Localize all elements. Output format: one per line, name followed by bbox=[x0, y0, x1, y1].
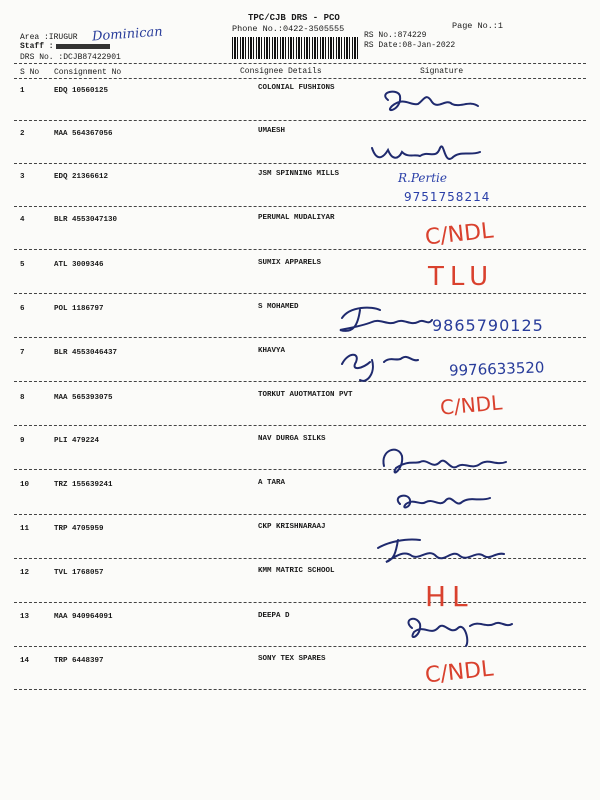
signature-row9 bbox=[383, 450, 506, 473]
page-number: Page No.:1 bbox=[452, 21, 504, 31]
row-sno: 12 bbox=[20, 569, 30, 577]
signature-row13 bbox=[408, 619, 512, 646]
row-consignment: MAA 564367056 bbox=[54, 130, 113, 138]
staff-label: Staff : bbox=[20, 42, 54, 51]
column-header-consignee: Consignee Details bbox=[240, 67, 322, 76]
row-consignment: PLI 479224 bbox=[54, 437, 100, 445]
handwritten-name-row3: R.Pertie bbox=[398, 171, 447, 185]
row-sno: 7 bbox=[20, 349, 25, 357]
row-consignment: BLR 4553046437 bbox=[54, 349, 118, 357]
handwritten-phone-row3: 9751758214 bbox=[404, 190, 491, 204]
handwritten-phone-row7: 9976633520 bbox=[448, 358, 545, 380]
row-sno: 10 bbox=[20, 481, 30, 489]
signature-row6 bbox=[340, 308, 432, 331]
drs-number: DRS No. :DCJB87422901 bbox=[20, 53, 121, 62]
row-sno: 1 bbox=[20, 87, 25, 95]
phone-number: Phone No.:0422-3505555 bbox=[232, 24, 345, 34]
row-consignee: TORKUT AUOTMATION PVT bbox=[258, 391, 353, 399]
row-consignee: JSM SPINNING MILLS bbox=[258, 170, 340, 178]
handwritten-status-row4: C/NDL bbox=[423, 218, 495, 251]
signature-row1 bbox=[385, 92, 478, 110]
row-sno: 14 bbox=[20, 657, 30, 665]
document-title: TPC/CJB DRS - PCO bbox=[248, 13, 340, 23]
handwritten-status-row5: TLU bbox=[428, 262, 495, 292]
row-sno: 5 bbox=[20, 261, 25, 269]
row-consignee: SONY TEX SPARES bbox=[258, 655, 326, 663]
row-consignee: A TARA bbox=[258, 479, 286, 487]
row-consignee: UMAESH bbox=[258, 127, 286, 135]
row-consignment: TRP 6448397 bbox=[54, 657, 104, 665]
row-sno: 9 bbox=[20, 437, 25, 445]
row-consignee: SUMIX APPARELS bbox=[258, 259, 322, 267]
handwritten-phone-row6: 9865790125 bbox=[432, 316, 544, 335]
row-sno: 3 bbox=[20, 173, 25, 181]
row-consignee: S MOHAMED bbox=[258, 303, 299, 311]
row-sno: 4 bbox=[20, 216, 25, 224]
row-consignee: KMM MATRIC SCHOOL bbox=[258, 567, 335, 575]
row-consignment: MAA 940964091 bbox=[54, 613, 113, 621]
handwritten-area-note: Dominican bbox=[91, 24, 164, 45]
row-consignee: CKP KRISHNARAAJ bbox=[258, 523, 326, 531]
row-consignment: TVL 1768057 bbox=[54, 569, 104, 577]
rs-number: RS No.:874229 bbox=[364, 31, 427, 40]
handwritten-status-row14: C/NDL bbox=[423, 656, 495, 689]
area-field: Area :IRUGUR bbox=[20, 33, 78, 42]
row-consignee: DEEPA D bbox=[258, 612, 290, 620]
row-consignment: BLR 4553047130 bbox=[54, 216, 118, 224]
column-header-consignment: Consignment No bbox=[54, 68, 122, 77]
rs-date: RS Date:08-Jan-2022 bbox=[364, 41, 456, 50]
row-consignee: KHAVYA bbox=[258, 347, 286, 355]
row-consignee: PERUMAL MUDALIYAR bbox=[258, 214, 335, 222]
signature-row7 bbox=[342, 355, 418, 381]
column-header-sno: S No bbox=[20, 68, 40, 77]
handwritten-status-row12: HL bbox=[425, 580, 474, 613]
row-consignment: EDQ 21366612 bbox=[54, 173, 109, 181]
row-sno: 11 bbox=[20, 525, 30, 533]
row-consignee: NAV DURGA SILKS bbox=[258, 435, 326, 443]
handwritten-status-row8: C/NDL bbox=[439, 390, 504, 420]
signature-row10 bbox=[398, 496, 490, 508]
signature-row11 bbox=[378, 539, 504, 562]
row-sno: 6 bbox=[20, 305, 25, 313]
column-header-signature: Signature bbox=[420, 67, 464, 76]
row-consignment: TRZ 155639241 bbox=[54, 481, 113, 489]
row-consignee: COLONIAL FUSHIONS bbox=[258, 84, 335, 92]
row-sno: 2 bbox=[20, 130, 25, 138]
row-consignment: POL 1186797 bbox=[54, 305, 104, 313]
row-consignment: TRP 4705959 bbox=[54, 525, 104, 533]
row-sno: 8 bbox=[20, 394, 25, 402]
signature-row2 bbox=[372, 146, 480, 159]
row-consignment: ATL 3009346 bbox=[54, 261, 104, 269]
row-consignment: MAA 565393075 bbox=[54, 394, 113, 402]
row-consignment: EDQ 10560125 bbox=[54, 87, 109, 95]
row-sno: 13 bbox=[20, 613, 30, 621]
